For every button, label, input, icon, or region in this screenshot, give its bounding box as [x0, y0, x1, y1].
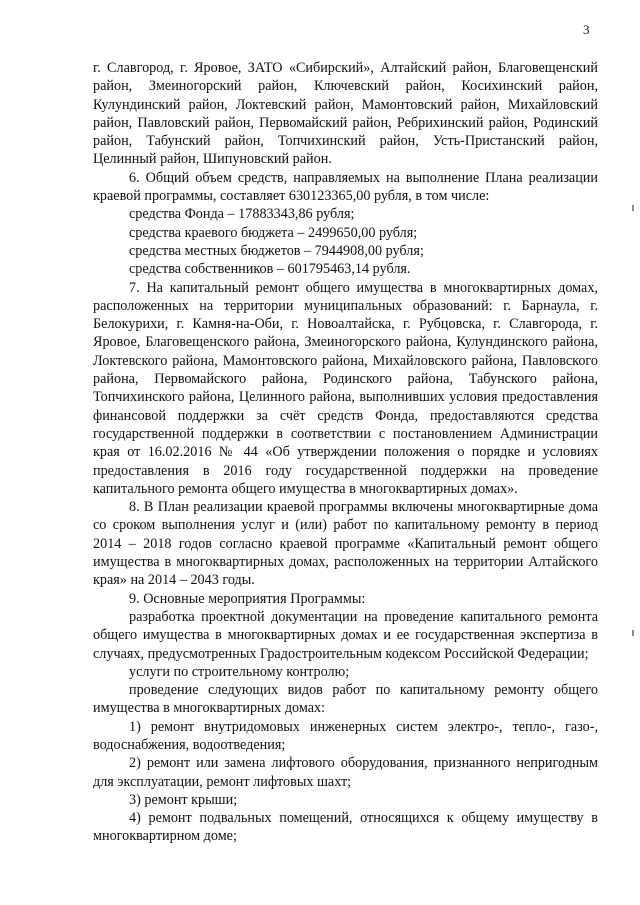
funding-item-regional-budget: средства краевого бюджета – 2499650,00 рубля; — [129, 224, 418, 241]
paragraph-8-plan-inclusion: 8. В План реализации краевой программы включены многоквартирные дома со сроком выполнения услуг и (или) работ по капитальному ремонту в период 2014 – 2018 годов согласно краевой программе «Капитальный ремонт общего имущества в многоквартирных домах, расположенных на территории Алтайского края» на 2014 – 2043 годы. — [93, 499, 598, 589]
repair-item-4-basements: 4) ремонт подвальных помещений, относящихся к общему имуществу в многоквартирном доме; — [93, 810, 598, 845]
funding-item-fund: средства Фонда – 17883343,86 рубля; — [129, 206, 355, 223]
activity-construction-control: услуги по строительному контролю; — [129, 663, 350, 680]
page-number: 3 — [583, 22, 590, 37]
repair-item-2-elevators: 2) ремонт или замена лифтового оборудования, признанного непригодным для эксплуатации, ремонт лифтовых шахт; — [93, 755, 598, 790]
activity-repair-works: проведение следующих видов работ по капитальному ремонту общего имущества в многоквартирных домах: — [93, 682, 598, 717]
activity-design-documentation: разработка проектной документации на проведение капитального ремонта общего имущества в многоквартирных домах и ее государственная экспертиза в случаях, предусмотренных Градостроительным кодексом Российской Федерации; — [93, 608, 598, 662]
funding-item-owners: средства собственников – 601795463,14 рубля. — [129, 261, 411, 278]
repair-item-1-engineering-systems: 1) ремонт внутридомовых инженерных систем электро-, тепло-, газо-, водоснабжения, водоотведения; — [93, 718, 598, 753]
repair-item-3-roof: 3) ремонт крыши; — [129, 791, 238, 808]
scan-edge-mark — [632, 205, 634, 211]
funding-item-local-budgets: средства местных бюджетов – 7944908,00 рубля; — [129, 242, 424, 259]
paragraph-6-funding-total: 6. Общий объем средств, направляемых на выполнение Плана реализации краевой программы, составляет 630123365,00 рубля, в том числе: — [93, 169, 598, 205]
scan-edge-mark — [632, 630, 634, 636]
paragraph-municipalities-list: г. Славгород, г. Яровое, ЗАТО «Сибирский», Алтайский район, Благовещенский район, Змеиногорский район, Ключевский район, Косихинский район, Кулундинский район, Локтевский район, Мамонтовский район, Михайловский район, Павловский район, Первомайский район, Ребрихинский район, Родинский район, Табунский район, Топчихинский район, Усть-Пристанский район, Целинный район, Шипуновский район. — [93, 60, 598, 168]
paragraph-7-state-support: 7. На капитальный ремонт общего имущества в многоквартирных домах, расположенных на территории муниципальных образований: г. Барнаула, г. Белокурихи, г. Камня-на-Оби, г. Новоалтайска, г. Рубцовска, г. Славгорода, г. Яровое, Благовещенского района, Змеиногорского района, Кулундинского района, Локтевского района, Мамонтовского района, Михайловского района, Павловского района, Первомайского района, Родинского района, Табунского района, Топчихинского района, Целинного района, выполнивших условия предоставления финансовой поддержки за счёт средств Фонда, предоставляются средства государственной поддержки в соответствии с постановлением Администрации края от 16.02.2016 № 44 «Об утверждении положения о порядке и условиях предоставления в 2016 году государственной поддержки на проведение капитального ремонта общего имущества в многоквартирных домах». — [93, 279, 598, 497]
document-body — [93, 59, 598, 846]
paragraph-9-main-activities: 9. Основные мероприятия Программы: — [129, 590, 366, 607]
